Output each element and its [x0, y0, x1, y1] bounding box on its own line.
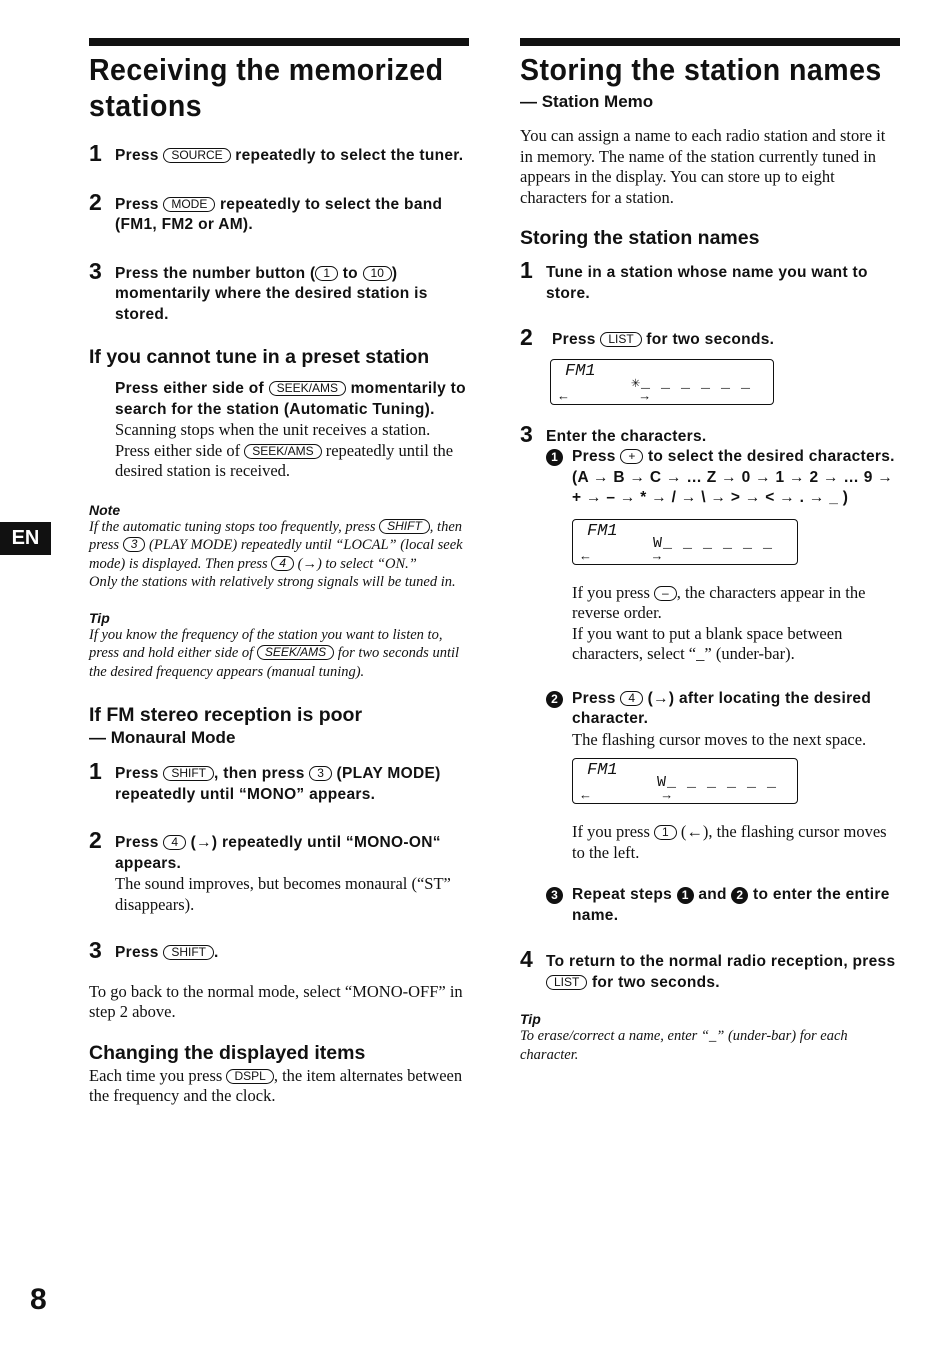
store-step-1: 1 Tune in a station whose name you want to store. [520, 257, 868, 302]
mono-step-2: 2 Press 4 (→) repeatedly until “MONO-ON“ appears. The sound improves, but becomes monaural (“ST” disappears). [89, 827, 451, 914]
section-subtitle: — Station Memo [520, 92, 654, 111]
mono-step-1: 1 Press SHIFT , then press 3 (PLAY MODE) repeatedly until “MONO” appears. [89, 758, 441, 803]
source-button: SOURCE [163, 148, 230, 163]
note-label: Note [89, 501, 121, 518]
left-column [89, 38, 469, 1107]
arrows-icon: ← → [557, 387, 652, 403]
section-title: Receiving the memorized stations [89, 52, 444, 123]
seek-ams-button: SEEK/AMS [269, 381, 346, 396]
store-step-3: 3 Enter the characters. 1 Press + to select the desired characters. (A → B → C → … Z → 0 → 1 → 2 → … 9 → + → – → * → / → \ → > → < → . → _ ) FM1 W_ _ _ _ _ _ ← → If you press – , the characters appear in the reverse order. If you want to put a blank space between characters, select “_” (under-bar). 2 Press 4 (→) after locating the desired character. The flashing cursor moves to the next space. FM1 W_ _ _ _ _ _ ← → If you press 1 (←), the flashing cursor moves to the left. 3 Repeat steps 1 and 2 to enter the entire name. [520, 427, 900, 927]
right-column [520, 38, 900, 1064]
step-2: 2 Press MODE repeatedly to select the band (FM1, FM2 or AM). [89, 188, 443, 233]
note-text: If the automatic tuning stops too frequently, press SHIFT , then press 3 (PLAY MODE) repeatedly until “LOCAL” (local seek mode) is displayed. Then press 4 (→) to select “ON.” Only the stations with relatively strong signals will be tuned in. [89, 518, 463, 590]
lcd-display-2: FM1 W_ _ _ _ _ _ ← → [572, 519, 798, 565]
storing-heading: Storing the station names [520, 227, 760, 249]
cannot-tune-block: Press either side of SEEK/AMS momentarily to search for the station (Automatic Tuning). Scanning stops when the unit receives a station. Press either side of SEEK/AMS repeatedly until the desired station is received. [115, 380, 466, 480]
list-button: LIST [600, 332, 641, 347]
language-tab: EN [0, 522, 51, 555]
shift-button: SHIFT [163, 766, 214, 781]
tip-label: Tip [520, 1011, 541, 1027]
cursor-blink-icon: ✳_ _ _ _ _ _ [631, 374, 752, 392]
display-text: Each time you press DSPL , the item alternates between the frequency and the clock. [89, 1065, 463, 1105]
mode-button: MODE [163, 197, 215, 212]
sub-step-3: 3 Repeat steps 1 and 2 to enter the entire name. [546, 885, 900, 926]
intro-text: You can assign a name to each radio station and store it in memory. The name of the station currently tuned in appears in the display. You can store up to eight characters for a station. [520, 126, 886, 207]
step-3: 3 Press the number button ( 1 to 10 ) momentarily where the desired station is stored. [89, 257, 428, 323]
cannot-tune-heading: If you cannot tune in a preset station [89, 346, 430, 368]
tip-text: To erase/correct a name, enter “_” (under-bar) for each character. [520, 1028, 848, 1063]
lcd-display-1: FM1 ✳_ _ _ _ _ _ ← → [550, 359, 774, 405]
character-sequence: (A → B → C → … Z → 0 → 1 → 2 → … 9 → + → – → * → / → \ → > → < → . → _ ) [572, 468, 894, 506]
sub-step-1: 1 Press + to select the desired characters. (A → B → C → … Z → 0 → 1 → 2 → … 9 → + → – → * → / → \ → > → < → . → _ ) FM1 W_ _ _ _ _ _ ← → If you press – , the characters appear in the reverse order. If you want to put a blank space between characters, select “_” (under-bar). [546, 447, 900, 665]
store-step-2: 2 Press LIST for two seconds. [520, 324, 775, 350]
display-heading: Changing the displayed items [89, 1041, 366, 1064]
section-rule [520, 38, 900, 46]
mono-subheading: — Monaural Mode [89, 728, 236, 747]
tip-text: If you know the frequency of the station you want to listen to, press and hold either side of SEEK/AMS for two seconds until the desired frequency appears (manual tuning). [89, 626, 460, 680]
step-1: 1 Press SOURCE repeatedly to select the tuner. [89, 140, 464, 166]
page-number: 8 [30, 1283, 47, 1316]
plus-button: + [620, 449, 643, 464]
mono-heading: If FM stereo reception is poor [89, 704, 363, 726]
minus-button: – [654, 586, 677, 601]
mono-step-3: 3 Press SHIFT . [89, 937, 219, 963]
tip-label: Tip [89, 609, 110, 626]
store-step-4: 4 To return to the normal radio reception, press LIST for two seconds. [520, 946, 896, 991]
lcd-display-3: FM1 W_ _ _ _ _ _ ← → [572, 758, 798, 804]
number-1-button: 1 [315, 266, 338, 281]
number-10-button: 10 [363, 266, 392, 281]
section-rule [89, 38, 469, 46]
sub-step-2: 2 Press 4 (→) after locating the desired character. The flashing cursor moves to the next space. FM1 W_ _ _ _ _ _ ← → If you press 1 (←), the flashing cursor moves to the left. [546, 689, 900, 864]
mono-after-text: To go back to the normal mode, select “MONO-OFF” in step 2 above. [89, 981, 463, 1021]
section-title: Storing the station names [520, 52, 882, 87]
dspl-button: DSPL [226, 1069, 273, 1084]
